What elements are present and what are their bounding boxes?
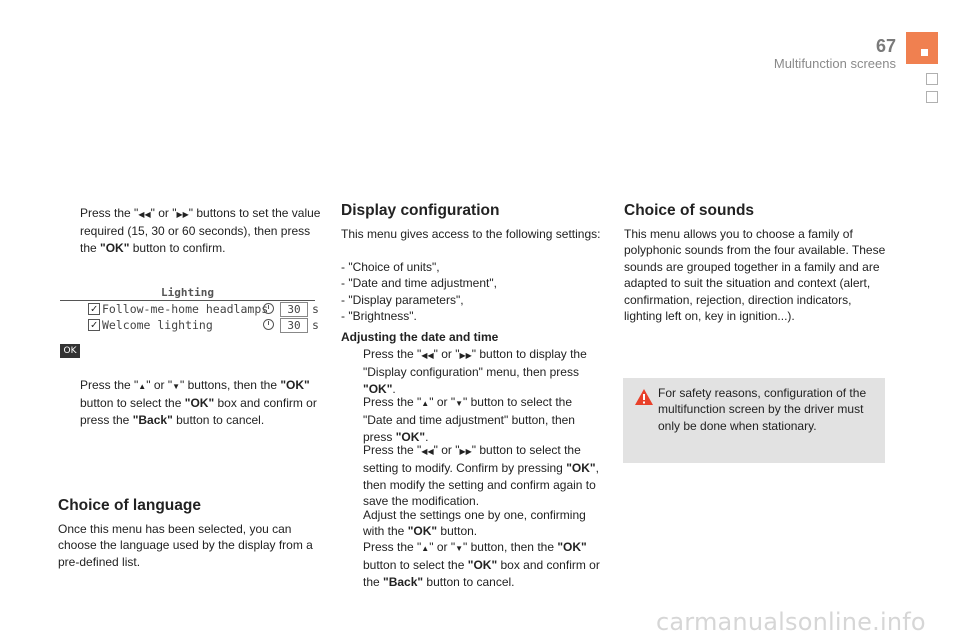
screen-row: ✓ Welcome lighting 30 s bbox=[88, 318, 318, 334]
ok-button-image: OK bbox=[60, 344, 80, 358]
up-arrow-icon: ▲ bbox=[421, 399, 430, 408]
screen-row: ✓ Follow-me-home headlamps 30 s bbox=[88, 302, 318, 318]
checkbox-icon: ✓ bbox=[88, 319, 100, 331]
heading-choice-of-language: Choice of language bbox=[58, 497, 201, 514]
list-item: - "Date and time adjustment", bbox=[341, 276, 497, 291]
clock-icon bbox=[263, 303, 274, 314]
tab-box-icon bbox=[926, 73, 938, 85]
list-item: - "Display parameters", bbox=[341, 292, 464, 307]
subheading-date-time: Adjusting the date and time bbox=[341, 330, 499, 344]
tab-marker-icon bbox=[921, 49, 928, 56]
checkbox-icon: ✓ bbox=[88, 303, 100, 315]
instruction-step: Press the "▲" or "▼" button to select the "Date and time adjustment" button, then press "OK". bbox=[363, 395, 575, 444]
right-arrows-icon: ▶▶ bbox=[459, 351, 472, 360]
instruction-confirm: Press the "▲" or "▼" buttons, then the "OK" button to select the "OK" box and confirm or press the "Back" button to cancel. bbox=[80, 378, 317, 427]
right-arrows-icon: ▶▶ bbox=[176, 210, 189, 219]
down-arrow-icon: ▼ bbox=[455, 399, 463, 408]
list-item: - "Choice of units", bbox=[341, 260, 440, 274]
sounds-text: This menu allows you to choose a family of polyphonic sounds from the four available. These sounds are grouped together in a family and are adapted to suit the situation and context (alert, confirmation, rejection, direction indicators, lighting left on, key in ignition...). bbox=[624, 227, 886, 324]
instruction-step: Press the "◀◀" or "▶▶" button to select the setting to modify. Confirm by pressing "OK", then modify the setting and confirm again to save the modification. bbox=[363, 443, 599, 509]
clock-icon bbox=[263, 319, 274, 330]
list-item: - "Brightness". bbox=[341, 309, 417, 324]
heading-display-configuration: Display configuration bbox=[341, 202, 500, 219]
down-arrow-icon: ▼ bbox=[455, 544, 463, 553]
language-text: Once this menu has been selected, you can choose the language used by the display from a pre-defined list. bbox=[58, 522, 313, 569]
section-title: Multifunction screens bbox=[773, 56, 896, 71]
warning-icon bbox=[634, 388, 654, 406]
display-intro: This menu gives access to the following settings: bbox=[341, 227, 601, 241]
instruction-step: Press the "▲" or "▼" button, then the "OK" button to select the "OK" box and confirm or the "Back" button to cancel. bbox=[363, 540, 600, 589]
right-arrows-icon: ▶▶ bbox=[459, 447, 472, 456]
instruction-step: Press the "◀◀" or "▶▶" button to display the "Display configuration" menu, then press "OK". bbox=[363, 347, 587, 396]
divider bbox=[60, 300, 315, 301]
instruction-step: Adjust the settings one by one, confirming with the "OK" button. bbox=[363, 508, 586, 539]
instruction-set-duration: Press the "◀◀" or "▶▶" buttons to set the value required (15, 30 or 60 seconds), then press the "OK" button to confirm. bbox=[80, 206, 321, 255]
safety-text: For safety reasons, configuration of the multifunction screen by the driver must only be done when stationary. bbox=[658, 386, 867, 433]
chapter-tab bbox=[906, 32, 938, 64]
left-arrows-icon: ◀◀ bbox=[421, 351, 434, 360]
page-number: 67 bbox=[875, 36, 896, 56]
down-arrow-icon: ▼ bbox=[172, 382, 180, 391]
up-arrow-icon: ▲ bbox=[138, 382, 147, 391]
up-arrow-icon: ▲ bbox=[421, 544, 430, 553]
heading-choice-of-sounds: Choice of sounds bbox=[624, 202, 755, 219]
screen-title: Lighting bbox=[161, 286, 214, 299]
left-arrows-icon: ◀◀ bbox=[138, 210, 151, 219]
lighting-screen bbox=[60, 286, 319, 334]
watermark: carmanualsonline.info bbox=[656, 608, 926, 636]
safety-notice bbox=[623, 378, 885, 463]
settings-list bbox=[341, 259, 601, 325]
left-arrows-icon: ◀◀ bbox=[421, 447, 434, 456]
tab-box-icon bbox=[926, 91, 938, 103]
